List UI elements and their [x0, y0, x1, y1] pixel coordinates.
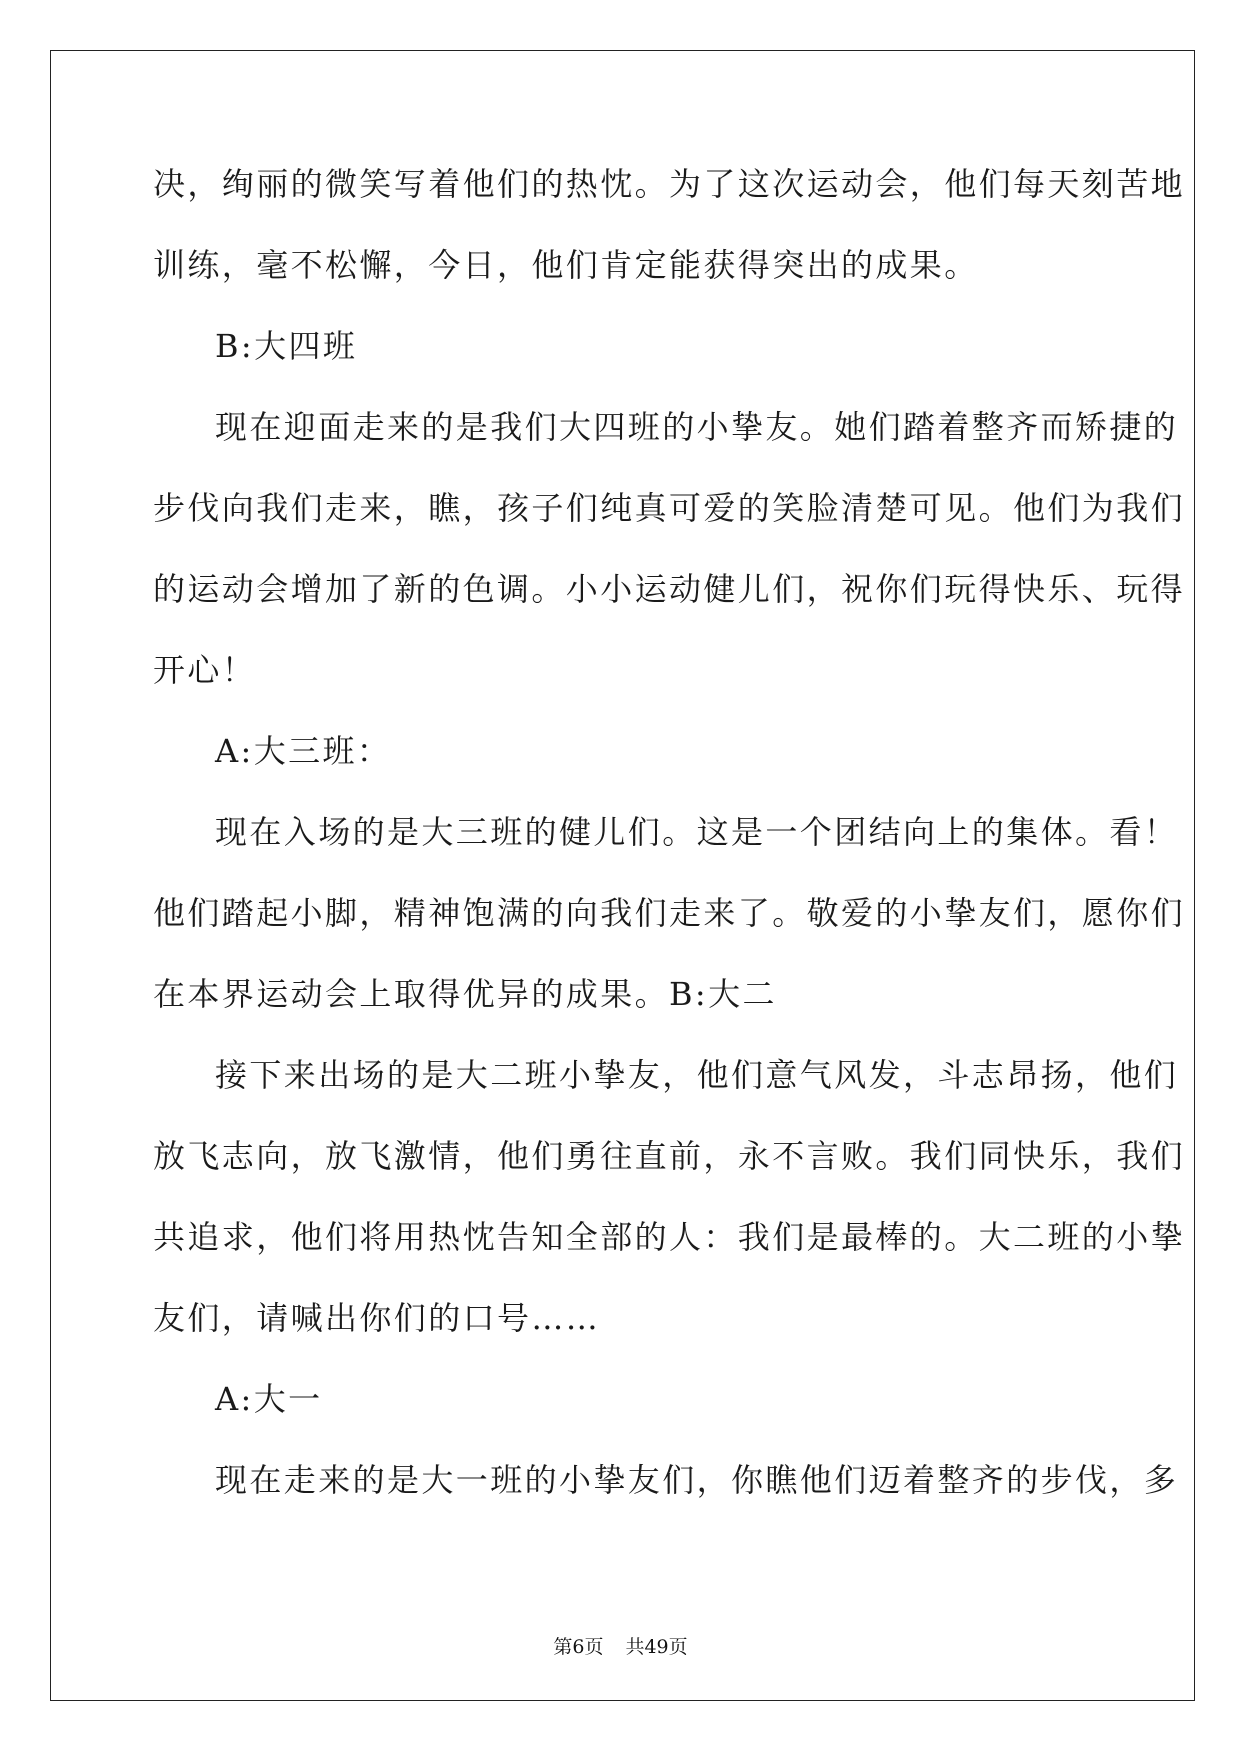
text-line: 在本界运动会上取得优异的成果。B:大二: [153, 975, 777, 1013]
text-line: 接下来出场的是大二班小挚友，他们意气风发，斗志昂扬，他们: [215, 1056, 1179, 1094]
text-line: 的运动会增加了新的色调。小小运动健儿们，祝你们玩得快乐、玩得: [153, 570, 1186, 608]
page-total: 共49页: [625, 1636, 688, 1658]
text-line: A:大三班：: [215, 732, 392, 770]
page-footer: [0, 1632, 1241, 1659]
text-line: 他们踏起小脚，精神饱满的向我们走来了。敬爱的小挚友们，愿你们: [153, 894, 1186, 932]
text-line: 现在迎面走来的是我们大四班的小挚友。她们踏着整齐而矫捷的: [215, 408, 1179, 446]
text-line: 训练，毫不松懈，今日，他们肯定能获得突出的成果。: [153, 246, 979, 284]
text-line: A:大一: [215, 1380, 323, 1418]
text-line: 放飞志向，放飞激情，他们勇往直前，永不言败。我们同快乐，我们: [153, 1137, 1186, 1175]
text-line: 现在入场的是大三班的健儿们。这是一个团结向上的集体。看！: [215, 813, 1179, 851]
text-line: 决，绚丽的微笑写着他们的热忱。为了这次运动会，他们每天刻苦地: [153, 165, 1186, 203]
text-line: 友们，请喊出你们的口号……: [153, 1299, 601, 1337]
text-line: 现在走来的是大一班的小挚友们，你瞧他们迈着整齐的步伐，多: [215, 1461, 1179, 1499]
text-line: 步伐向我们走来，瞧，孩子们纯真可爱的笑脸清楚可见。他们为我们: [153, 489, 1186, 527]
text-line: 共追求，他们将用热忱告知全部的人：我们是最棒的。大二班的小挚: [153, 1218, 1186, 1256]
text-line: B:大四班: [215, 327, 358, 365]
page-number: 第6页: [553, 1636, 604, 1658]
text-line: 开心！: [153, 651, 257, 689]
document-body: [153, 160, 1186, 1537]
